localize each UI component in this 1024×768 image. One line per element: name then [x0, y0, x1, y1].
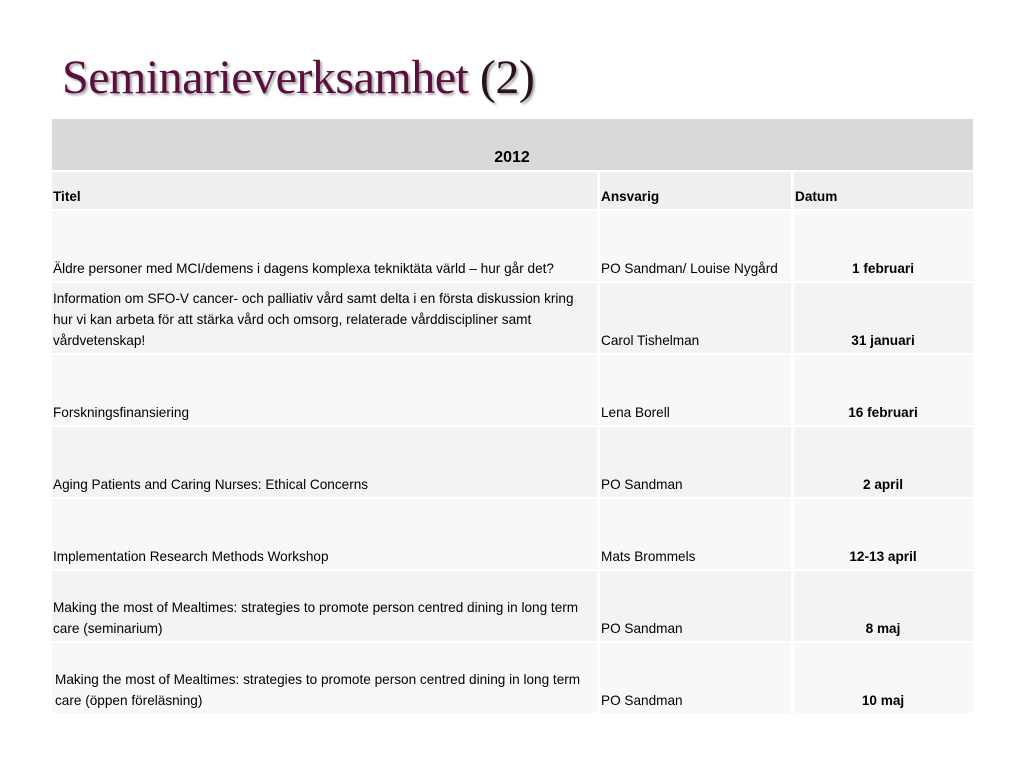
row-datum: 16 februari [794, 355, 973, 427]
slide-title [62, 52, 534, 105]
row-ansvarig: PO Sandman [600, 571, 794, 643]
row-datum: 10 maj [794, 643, 973, 715]
table-row [52, 211, 973, 283]
table-row [52, 571, 973, 643]
row-ansvarig: Mats Brommels [600, 499, 794, 571]
row-datum: 1 februari [794, 211, 973, 283]
header-ansvarig: Ansvarig [600, 172, 794, 211]
row-titel: Implementation Research Methods Workshop [52, 499, 600, 571]
row-titel: Aging Patients and Caring Nurses: Ethical Concerns [52, 427, 600, 499]
row-datum: 8 maj [794, 571, 973, 643]
table-row [52, 427, 973, 499]
table-row [52, 283, 973, 355]
row-datum: 31 januari [794, 283, 973, 355]
row-titel: Making the most of Mealtimes: strategies to promote person centred dining in long term care (seminarium) [52, 571, 600, 643]
row-titel: Information om SFO-V cancer- och palliativ vård samt delta i en första diskussion kring hur vi kan arbeta för att stärka vård och omsorg, relaterade vårddiscipliner samt vårdvetenskap! [52, 283, 600, 355]
year-row [52, 119, 973, 172]
row-ansvarig: PO Sandman [600, 643, 794, 715]
row-ansvarig: Lena Borell [600, 355, 794, 427]
slide-title-main: Seminarieverksamhet [62, 51, 469, 104]
slide-title-suffix: (2) [468, 51, 535, 104]
row-ansvarig: PO Sandman [600, 427, 794, 499]
row-ansvarig: PO Sandman/ Louise Nygård [600, 211, 794, 283]
row-titel: Making the most of Mealtimes: strategies to promote person centred dining in long term care (öppen föreläsning) [52, 643, 600, 715]
seminar-table [52, 119, 973, 715]
row-datum: 12-13 april [794, 499, 973, 571]
table-row [52, 643, 973, 715]
header-titel: Titel [52, 172, 600, 211]
row-titel: Äldre personer med MCI/demens i dagens komplexa tekniktäta värld – hur går det? [52, 211, 600, 283]
header-datum: Datum [794, 172, 973, 211]
row-datum: 2 april [794, 427, 973, 499]
row-titel: Forskningsfinansiering [52, 355, 600, 427]
row-ansvarig: Carol Tishelman [600, 283, 794, 355]
table-row [52, 355, 973, 427]
header-row [52, 172, 973, 211]
year-cell: 2012 [52, 119, 973, 172]
table-row [52, 499, 973, 571]
